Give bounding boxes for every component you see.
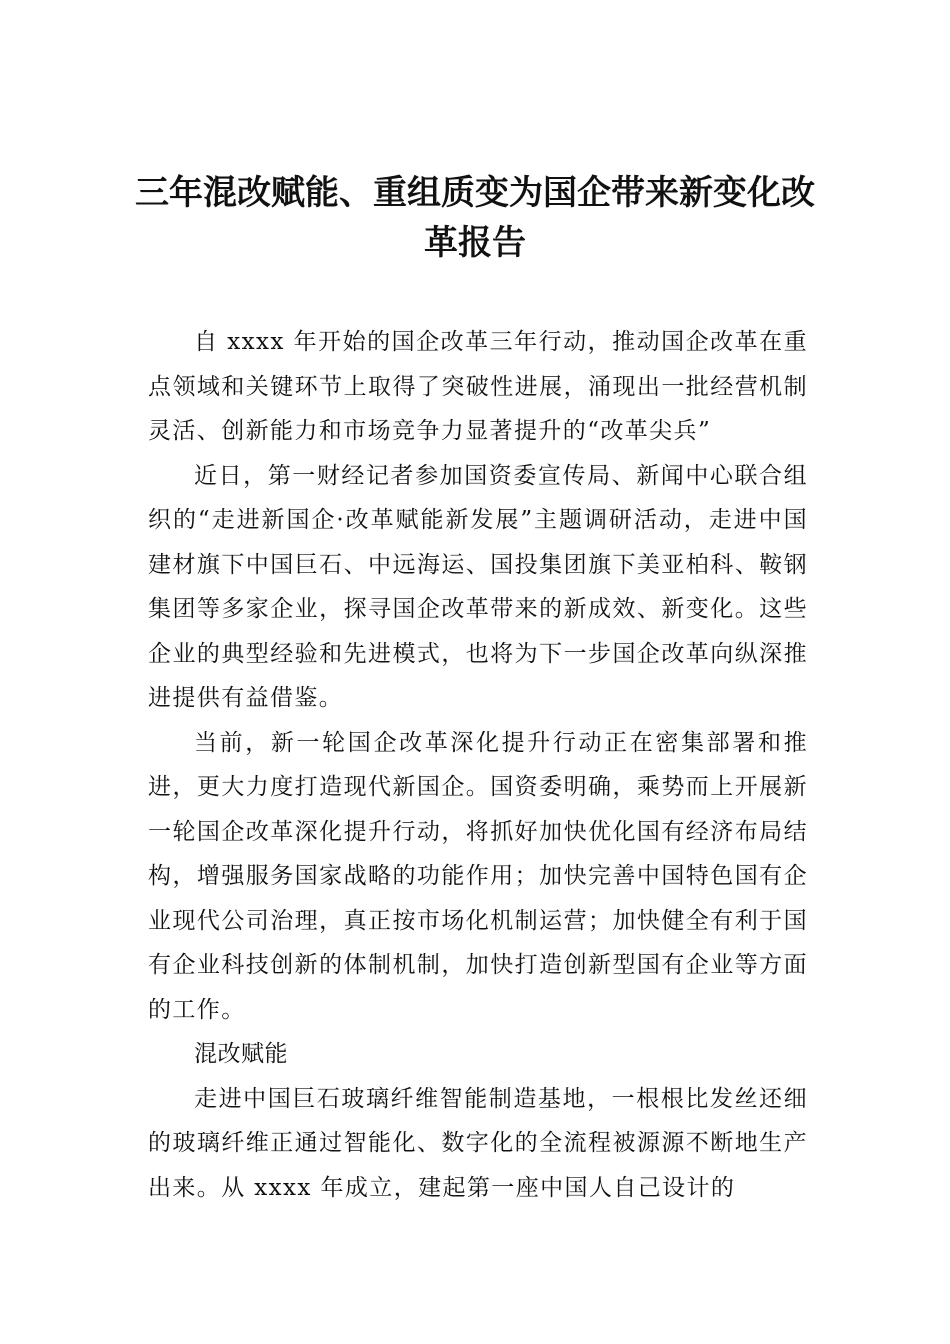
paragraph-intro: 自 xxxx 年开始的国企改革三年行动，推动国企改革在重点领域和关键环节上取得了突破性进展，涌现出一批经营机制灵活、创新能力和市场竞争力显著提升的“改革尖兵” xyxy=(148,329,808,444)
paragraph-research-activity: 近日，第一财经记者参加国资委宣传局、新闻中心联合组织的“走进新国企·改革赋能新发展”主题调研活动，走进中国建材旗下中国巨石、中远海运、国投集团旗下美亚柏科、鞍钢集团等多家企业，探寻国企改革带来的新成效、新变化。这些企业的典型经验和先进模式，也将为下一步国企改革向纵深推进提供有益借鉴。 xyxy=(148,462,808,711)
paragraph-jushi-base: 走进中国巨石玻璃纤维智能制造基地，一根根比发丝还细的玻璃纤维正通过智能化、数字化的全流程被源源不断地生产出来。从 xxxx 年成立，建起第一座中国人自己设计的 xyxy=(148,1085,808,1201)
document-title: 三年混改赋能、重组质变为国企带来新变化改革报告 xyxy=(135,173,815,263)
section-heading: 混改赋能 xyxy=(194,1041,288,1067)
paragraph-current-reform: 当前，新一轮国企改革深化提升行动正在密集部署和推进，更大力度打造现代新国企。国资委明确，乘势而上开展新一轮国企改革深化提升行动，将抓好加快优化国有经济布局结构，增强服务国家战略的功能作用；加快完善中国特色国有企业现代公司治理，真正按市场化机制运营；加快健全有利于国有企业科技创新的体制机制，加快打造创新型国有企业等方面的工作。 xyxy=(148,729,808,1023)
document-body xyxy=(148,320,808,1210)
